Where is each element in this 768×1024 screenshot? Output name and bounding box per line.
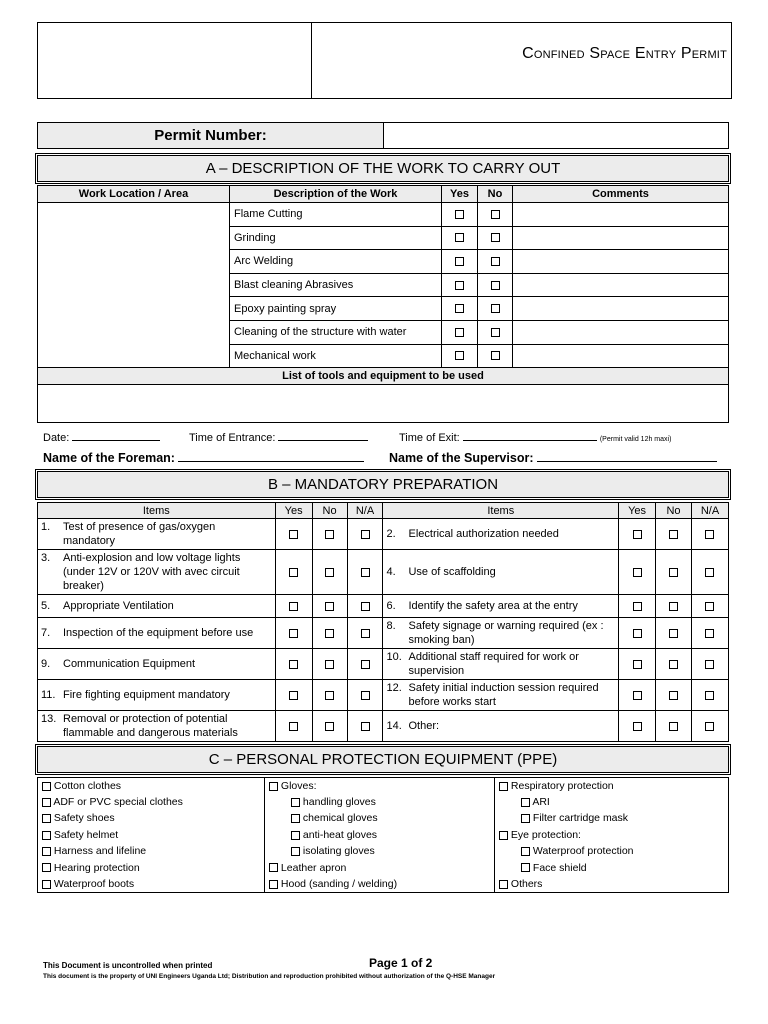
col-items-right: Items <box>383 503 619 519</box>
item-number: 8. <box>386 620 396 632</box>
property-note: This document is the property of UNI Engineers Uganda Ltd; Distribution and reproduction prohibited without authorization of the Q-HSE Manager <box>43 973 496 980</box>
item-yes-checkbox[interactable] <box>633 602 642 611</box>
item-yes-checkbox[interactable] <box>633 660 642 669</box>
item-na-checkbox[interactable] <box>361 722 370 731</box>
ppe-checkbox[interactable] <box>269 863 278 872</box>
ppe-label: Hearing protection <box>53 861 140 874</box>
item-na-checkbox[interactable] <box>361 602 370 611</box>
ppe-label: Harness and lifeline <box>53 845 147 858</box>
item-na-checkbox[interactable] <box>705 568 714 577</box>
ppe-checkbox[interactable] <box>269 880 278 889</box>
ppe-checkbox[interactable] <box>291 831 300 840</box>
permit-number-label: Permit Number: <box>38 123 384 148</box>
item-no-checkbox[interactable] <box>325 660 334 669</box>
item-na-checkbox[interactable] <box>705 602 714 611</box>
item-no-checkbox[interactable] <box>325 602 334 611</box>
ppe-item <box>265 810 495 826</box>
task-comment-field[interactable] <box>513 250 729 274</box>
task-comment-field[interactable] <box>513 226 729 250</box>
col-na-right: N/A <box>691 503 728 519</box>
item-yes-checkbox[interactable] <box>289 629 298 638</box>
ppe-table <box>37 777 729 893</box>
section-c-title: C – PERSONAL PROTECTION EQUIPMENT (PPE) <box>37 746 729 773</box>
permit-number-field[interactable] <box>385 123 728 148</box>
entrance-field[interactable] <box>278 430 368 441</box>
item-na-checkbox[interactable] <box>361 691 370 700</box>
date-field[interactable] <box>72 430 160 441</box>
ppe-row <box>38 859 729 875</box>
task-comment-field[interactable] <box>513 297 729 321</box>
item-yes-checkbox[interactable] <box>289 530 298 539</box>
foreman-field[interactable] <box>178 451 364 462</box>
ppe-checkbox[interactable] <box>42 863 51 872</box>
ppe-checkbox[interactable] <box>499 831 508 840</box>
ppe-item <box>265 794 495 810</box>
work-task-label: Epoxy painting spray <box>230 297 442 321</box>
tools-header: List of tools and equipment to be used <box>38 368 729 385</box>
item-text: Identify the safety area at the entry <box>408 600 578 612</box>
item-number: 5. <box>41 600 51 612</box>
task-yes-checkbox[interactable] <box>455 257 464 266</box>
ppe-item <box>495 794 729 810</box>
entrance-line <box>189 430 368 444</box>
validity-note: (Permit valid 12h maxi) <box>599 436 672 443</box>
task-no-checkbox[interactable] <box>491 304 500 313</box>
item-number: 2. <box>386 528 396 540</box>
task-yes-checkbox[interactable] <box>455 233 464 242</box>
item-yes-checkbox[interactable] <box>633 691 642 700</box>
item-yes-checkbox[interactable] <box>633 568 642 577</box>
task-no-checkbox[interactable] <box>491 210 500 219</box>
ppe-row <box>38 778 729 794</box>
item-number: 6. <box>386 600 396 612</box>
item-text: Safety initial induction session required before works start <box>408 682 599 708</box>
item-number: 13. <box>41 713 57 725</box>
task-yes-checkbox[interactable] <box>455 281 464 290</box>
ppe-label: Face shield <box>532 861 587 874</box>
item-yes-checkbox[interactable] <box>633 629 642 638</box>
section-a-title: A – DESCRIPTION OF THE WORK TO CARRY OUT <box>37 155 729 182</box>
tools-field[interactable] <box>38 385 729 423</box>
ppe-label: handling gloves <box>302 796 376 809</box>
ppe-checkbox[interactable] <box>42 880 51 889</box>
exit-line <box>399 430 671 444</box>
ppe-item <box>495 810 729 826</box>
preparation-item <box>38 618 276 649</box>
preparation-row <box>38 649 729 680</box>
ppe-label: ARI <box>532 796 550 809</box>
ppe-checkbox[interactable] <box>42 831 51 840</box>
mandatory-preparation-table <box>37 502 729 742</box>
ppe-item <box>495 843 729 859</box>
task-comment-field[interactable] <box>513 320 729 344</box>
item-yes-checkbox[interactable] <box>289 660 298 669</box>
item-na-checkbox[interactable] <box>361 660 370 669</box>
ppe-checkbox[interactable] <box>269 782 278 791</box>
ppe-label: Safety shoes <box>53 812 115 825</box>
ppe-label: Waterproof boots <box>53 877 135 890</box>
uncontrolled-note: This Document is uncontrolled when printed <box>43 961 213 970</box>
preparation-item <box>38 550 276 595</box>
ppe-label: Safety helmet <box>53 828 119 841</box>
ppe-label: ADF or PVC special clothes <box>53 796 183 809</box>
item-yes-checkbox[interactable] <box>289 568 298 577</box>
ppe-checkbox[interactable] <box>521 814 530 823</box>
ppe-checkbox[interactable] <box>42 798 51 807</box>
ppe-label: Hood (sanding / welding) <box>280 877 398 890</box>
ppe-item <box>265 859 495 875</box>
exit-field[interactable] <box>463 430 597 441</box>
ppe-label: isolating gloves <box>302 845 375 858</box>
preparation-row <box>38 680 729 711</box>
item-text: Test of presence of gas/oxygen mandatory <box>63 521 216 547</box>
item-text: Appropriate Ventilation <box>63 600 174 612</box>
item-na-checkbox[interactable] <box>705 691 714 700</box>
ppe-checkbox[interactable] <box>291 847 300 856</box>
item-yes-checkbox[interactable] <box>289 691 298 700</box>
item-text: Electrical authorization needed <box>408 528 559 540</box>
work-location-field[interactable] <box>38 203 230 368</box>
work-task-label: Blast cleaning Abrasives <box>230 273 442 297</box>
ppe-label: Leather apron <box>280 861 347 874</box>
col-yes: Yes <box>442 186 478 203</box>
ppe-item <box>38 876 265 892</box>
item-no-checkbox[interactable] <box>325 722 334 731</box>
item-no-checkbox[interactable] <box>325 530 334 539</box>
preparation-item <box>383 680 619 711</box>
ppe-label: Eye protection: <box>510 828 581 841</box>
task-comment-field[interactable] <box>513 203 729 227</box>
work-task-label: Mechanical work <box>230 344 442 368</box>
ppe-item <box>38 778 265 794</box>
ppe-label: Respiratory protection <box>510 779 614 792</box>
item-text: Safety signage or warning required (ex : smoking ban) <box>408 620 604 646</box>
item-na-checkbox[interactable] <box>361 568 370 577</box>
item-text: Communication Equipment <box>63 658 196 670</box>
item-text: Fire fighting equipment mandatory <box>63 689 230 701</box>
ppe-row <box>38 794 729 810</box>
item-yes-checkbox[interactable] <box>289 722 298 731</box>
item-no-checkbox[interactable] <box>669 568 678 577</box>
item-yes-checkbox[interactable] <box>633 722 642 731</box>
item-na-checkbox[interactable] <box>361 629 370 638</box>
item-no-checkbox[interactable] <box>669 660 678 669</box>
item-number: 7. <box>41 627 51 639</box>
item-yes-checkbox[interactable] <box>633 530 642 539</box>
item-no-checkbox[interactable] <box>669 530 678 539</box>
entrance-label: Time of Entrance: <box>189 432 276 444</box>
foreman-line <box>43 451 364 465</box>
preparation-row <box>38 550 729 595</box>
col-comments: Comments <box>513 186 729 203</box>
col-no: No <box>478 186 513 203</box>
item-number: 12. <box>386 682 402 694</box>
col-no-right: No <box>656 503 692 519</box>
foreman-label: Name of the Foreman: <box>43 451 175 465</box>
item-na-checkbox[interactable] <box>705 530 714 539</box>
preparation-row <box>38 711 729 742</box>
item-na-checkbox[interactable] <box>361 530 370 539</box>
task-no-checkbox[interactable] <box>491 328 500 337</box>
item-na-checkbox[interactable] <box>705 660 714 669</box>
ppe-checkbox[interactable] <box>521 863 530 872</box>
ppe-label: chemical gloves <box>302 812 378 825</box>
item-text: Other: <box>408 720 440 732</box>
ppe-checkbox[interactable] <box>42 847 51 856</box>
item-text: Additional staff required for work or supervision <box>408 651 579 677</box>
col-yes-left: Yes <box>275 503 312 519</box>
item-number: 3. <box>41 552 51 564</box>
col-no-left: No <box>312 503 347 519</box>
item-na-checkbox[interactable] <box>705 722 714 731</box>
item-text: Inspection of the equipment before use <box>63 627 254 639</box>
ppe-item <box>38 827 265 843</box>
logo-area <box>38 23 312 98</box>
ppe-checkbox[interactable] <box>521 798 530 807</box>
ppe-label: Others <box>510 877 543 890</box>
ppe-item <box>495 876 729 892</box>
ppe-checkbox[interactable] <box>42 814 51 823</box>
work-task-label: Cleaning of the structure with water <box>230 320 442 344</box>
document-header <box>37 22 732 99</box>
date-line <box>43 430 160 444</box>
exit-label: Time of Exit: <box>399 432 460 444</box>
ppe-row <box>38 843 729 859</box>
item-no-checkbox[interactable] <box>669 722 678 731</box>
supervisor-label: Name of the Supervisor: <box>389 451 534 465</box>
col-na-left: N/A <box>347 503 383 519</box>
item-no-checkbox[interactable] <box>325 691 334 700</box>
preparation-item <box>383 649 619 680</box>
task-yes-checkbox[interactable] <box>455 304 464 313</box>
ppe-item <box>38 794 265 810</box>
ppe-row <box>38 827 729 843</box>
task-yes-checkbox[interactable] <box>455 351 464 360</box>
work-task-label: Arc Welding <box>230 250 442 274</box>
preparation-item <box>38 711 276 742</box>
supervisor-field[interactable] <box>537 451 717 462</box>
ppe-item <box>38 843 265 859</box>
page-number: Page 1 of 2 <box>369 956 433 970</box>
preparation-item <box>38 595 276 618</box>
col-location: Work Location / Area <box>38 186 230 203</box>
ppe-checkbox[interactable] <box>521 847 530 856</box>
ppe-label: anti-heat gloves <box>302 828 378 841</box>
work-task-row <box>38 203 729 227</box>
col-yes-right: Yes <box>619 503 656 519</box>
task-yes-checkbox[interactable] <box>455 210 464 219</box>
ppe-item <box>495 778 729 794</box>
ppe-label: Filter cartridge mask <box>532 812 629 825</box>
task-no-checkbox[interactable] <box>491 351 500 360</box>
item-no-checkbox[interactable] <box>669 629 678 638</box>
task-no-checkbox[interactable] <box>491 257 500 266</box>
ppe-checkbox[interactable] <box>499 880 508 889</box>
ppe-label: Waterproof protection <box>532 845 634 858</box>
preparation-row <box>38 618 729 649</box>
item-number: 11. <box>41 689 56 701</box>
ppe-row <box>38 810 729 826</box>
ppe-item <box>495 859 729 875</box>
preparation-item <box>383 618 619 649</box>
ppe-label: Gloves: <box>280 779 317 792</box>
section-b-title: B – MANDATORY PREPARATION <box>37 471 729 498</box>
task-comment-field[interactable] <box>513 273 729 297</box>
ppe-checkbox[interactable] <box>499 782 508 791</box>
ppe-item <box>265 827 495 843</box>
task-no-checkbox[interactable] <box>491 281 500 290</box>
preparation-item <box>383 595 619 618</box>
item-na-checkbox[interactable] <box>705 629 714 638</box>
supervisor-line <box>389 451 717 465</box>
work-task-label: Grinding <box>230 226 442 250</box>
item-no-checkbox[interactable] <box>669 691 678 700</box>
item-number: 14. <box>386 720 402 732</box>
document-title: Confined Space Entry Permit <box>522 45 727 62</box>
item-yes-checkbox[interactable] <box>289 602 298 611</box>
ppe-item <box>38 859 265 875</box>
preparation-item <box>383 711 619 742</box>
preparation-row <box>38 519 729 550</box>
ppe-label: Cotton clothes <box>53 779 122 792</box>
ppe-checkbox[interactable] <box>42 782 51 791</box>
preparation-item <box>38 680 276 711</box>
item-number: 1. <box>41 521 51 533</box>
preparation-item <box>383 550 619 595</box>
ppe-item <box>265 778 495 794</box>
task-no-checkbox[interactable] <box>491 233 500 242</box>
ppe-item <box>265 876 495 892</box>
preparation-item <box>38 649 276 680</box>
ppe-checkbox[interactable] <box>291 798 300 807</box>
col-items-left: Items <box>38 503 276 519</box>
ppe-item <box>38 810 265 826</box>
ppe-row <box>38 876 729 892</box>
item-number: 10. <box>386 651 402 663</box>
col-description: Description of the Work <box>230 186 442 203</box>
item-text: Removal or protection of potential flammable and dangerous materials <box>63 713 238 739</box>
ppe-item <box>495 827 729 843</box>
item-text: Anti-explosion and low voltage lights (under 12V or 120V with avec circuit breaker) <box>63 552 241 592</box>
item-number: 4. <box>386 566 396 578</box>
task-comment-field[interactable] <box>513 344 729 368</box>
task-yes-checkbox[interactable] <box>455 328 464 337</box>
item-no-checkbox[interactable] <box>325 629 334 638</box>
item-no-checkbox[interactable] <box>669 602 678 611</box>
item-number: 9. <box>41 658 51 670</box>
preparation-item <box>383 519 619 550</box>
ppe-checkbox[interactable] <box>291 814 300 823</box>
item-text: Use of scaffolding <box>408 566 496 578</box>
preparation-item <box>38 519 276 550</box>
work-task-label: Flame Cutting <box>230 203 442 227</box>
date-label: Date: <box>43 432 70 444</box>
work-description-table <box>37 185 729 423</box>
item-no-checkbox[interactable] <box>325 568 334 577</box>
permit-number-row <box>37 122 729 149</box>
ppe-item <box>265 843 495 859</box>
preparation-row <box>38 595 729 618</box>
